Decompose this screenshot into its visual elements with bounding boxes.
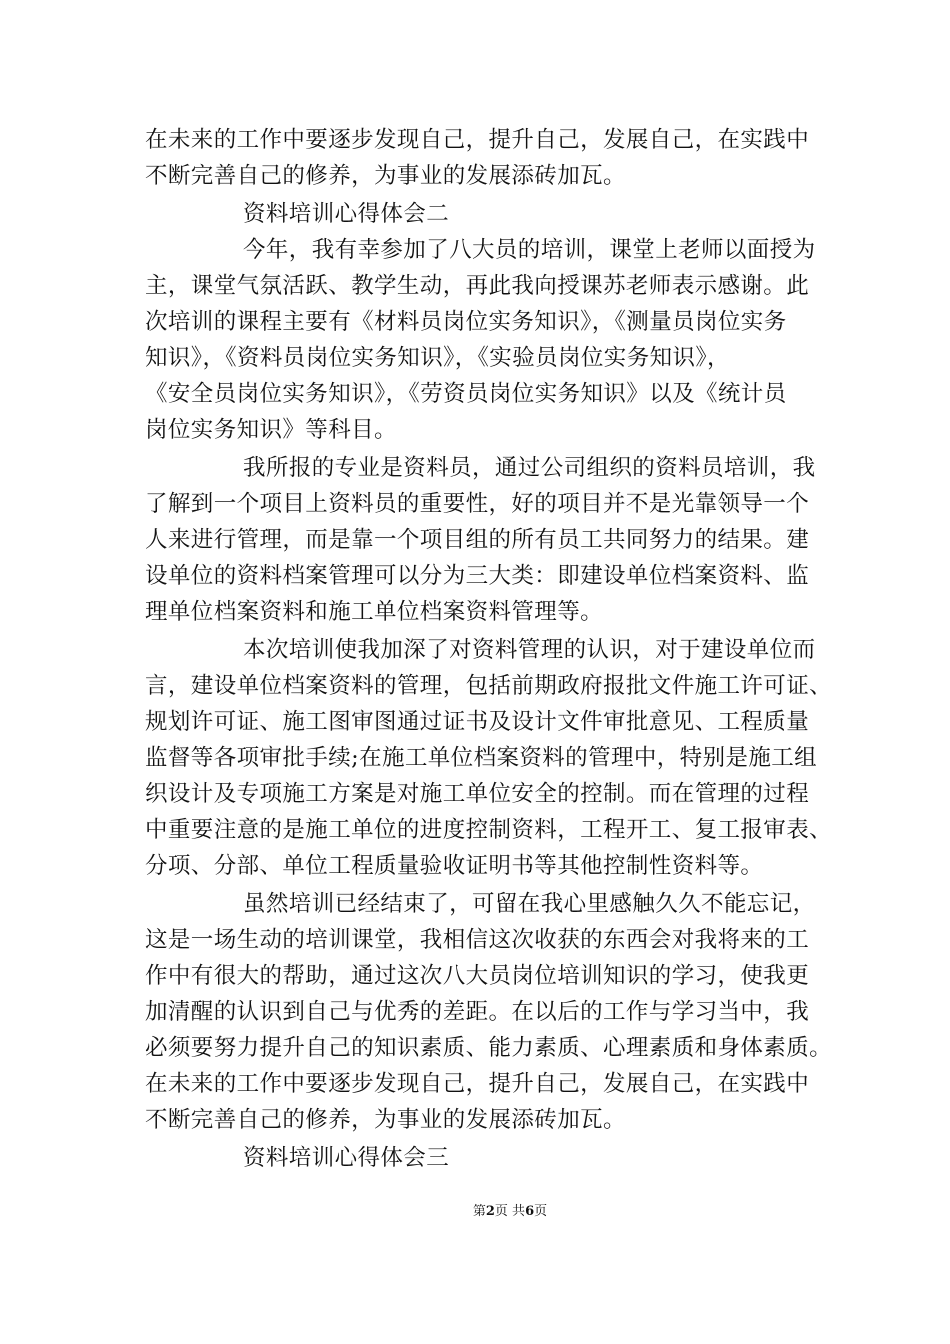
body-line: 人来进行管理，而是靠一个项目组的所有员工共同努力的结果。建 bbox=[145, 527, 810, 553]
section-heading: 资料培训心得体会二 bbox=[243, 201, 450, 227]
body-line: 规划许可证、施工图审图通过证书及设计文件审批意见、工程质量 bbox=[145, 709, 810, 735]
body-line: 岗位实务知识》等科目。 bbox=[145, 417, 397, 443]
body-line: 织设计及专项施工方案是对施工单位安全的控制。而在管理的过程 bbox=[145, 781, 810, 807]
body-line: 在未来的工作中要逐步发现自己，提升自己，发展自己，在实践中 bbox=[145, 1071, 810, 1097]
body-line: 虽然培训已经结束了，可留在我心里感触久久不能忘记， bbox=[243, 891, 816, 917]
body-line: 监督等各项审批手续;在施工单位档案资料的管理中，特别是施工组 bbox=[145, 745, 818, 771]
body-line: 今年，我有幸参加了八大员的培训，课堂上老师以面授为 bbox=[243, 237, 816, 263]
body-line: 设单位的资料档案管理可以分为三大类：即建设单位档案资料、监 bbox=[145, 563, 810, 589]
body-line: 必须要努力提升自己的知识素质、能力素质、心理素质和身体素质。 bbox=[145, 1035, 833, 1061]
body-line: 作中有很大的帮助，通过这次八大员岗位培训知识的学习，使我更 bbox=[145, 963, 810, 989]
body-line: 中重要注意的是施工单位的进度控制资料，工程开工、复工报审表、 bbox=[145, 817, 833, 843]
body-line: 分项、分部、单位工程质量验收证明书等其他控制性资料等。 bbox=[145, 853, 764, 879]
body-line: 理单位档案资料和施工单位档案资料管理等。 bbox=[145, 599, 604, 625]
footer-page-number: 2 bbox=[485, 1204, 495, 1219]
body-line: 了解到一个项目上资料员的重要性，好的项目并不是光靠领导一个 bbox=[145, 491, 810, 517]
body-line: 次培训的课程主要有《材料员岗位实务知识》，《测量员岗位实务 bbox=[145, 309, 787, 335]
body-line: 《安全员岗位实务知识》，《劳资员岗位实务知识》以及《统计员 bbox=[145, 381, 787, 407]
footer-suffix: 页 bbox=[534, 1204, 548, 1219]
body-line: 不断完善自己的修养，为事业的发展添砖加瓦。 bbox=[145, 1107, 626, 1133]
body-line: 在未来的工作中要逐步发现自己，提升自己，发展自己，在实践中 bbox=[145, 127, 810, 153]
body-line: 这是一场生动的培训课堂，我相信这次收获的东西会对我将来的工 bbox=[145, 927, 810, 953]
body-line: 知识》，《资料员岗位实务知识》，《实验员岗位实务知识》， bbox=[145, 345, 730, 371]
body-line: 本次培训使我加深了对资料管理的认识，对于建设单位而 bbox=[243, 637, 816, 663]
body-line: 主，课堂气氛活跃、教学生动，再此我向授课苏老师表示感谢。此 bbox=[145, 273, 810, 299]
section-heading: 资料培训心得体会三 bbox=[243, 1145, 450, 1171]
page-footer bbox=[0, 1204, 950, 1220]
footer-middle: 页 共 bbox=[494, 1204, 526, 1219]
body-line: 言，建设单位档案资料的管理，包括前期政府报批文件施工许可证、 bbox=[145, 673, 833, 699]
body-line: 我所报的专业是资料员，通过公司组织的资料员培训，我 bbox=[243, 455, 816, 481]
body-line: 加清醒的认识到自己与优秀的差距。在以后的工作与学习当中，我 bbox=[145, 999, 810, 1025]
footer-prefix: 第 bbox=[472, 1204, 486, 1219]
body-line: 不断完善自己的修养，为事业的发展添砖加瓦。 bbox=[145, 163, 626, 189]
footer-total-pages: 6 bbox=[525, 1204, 535, 1219]
